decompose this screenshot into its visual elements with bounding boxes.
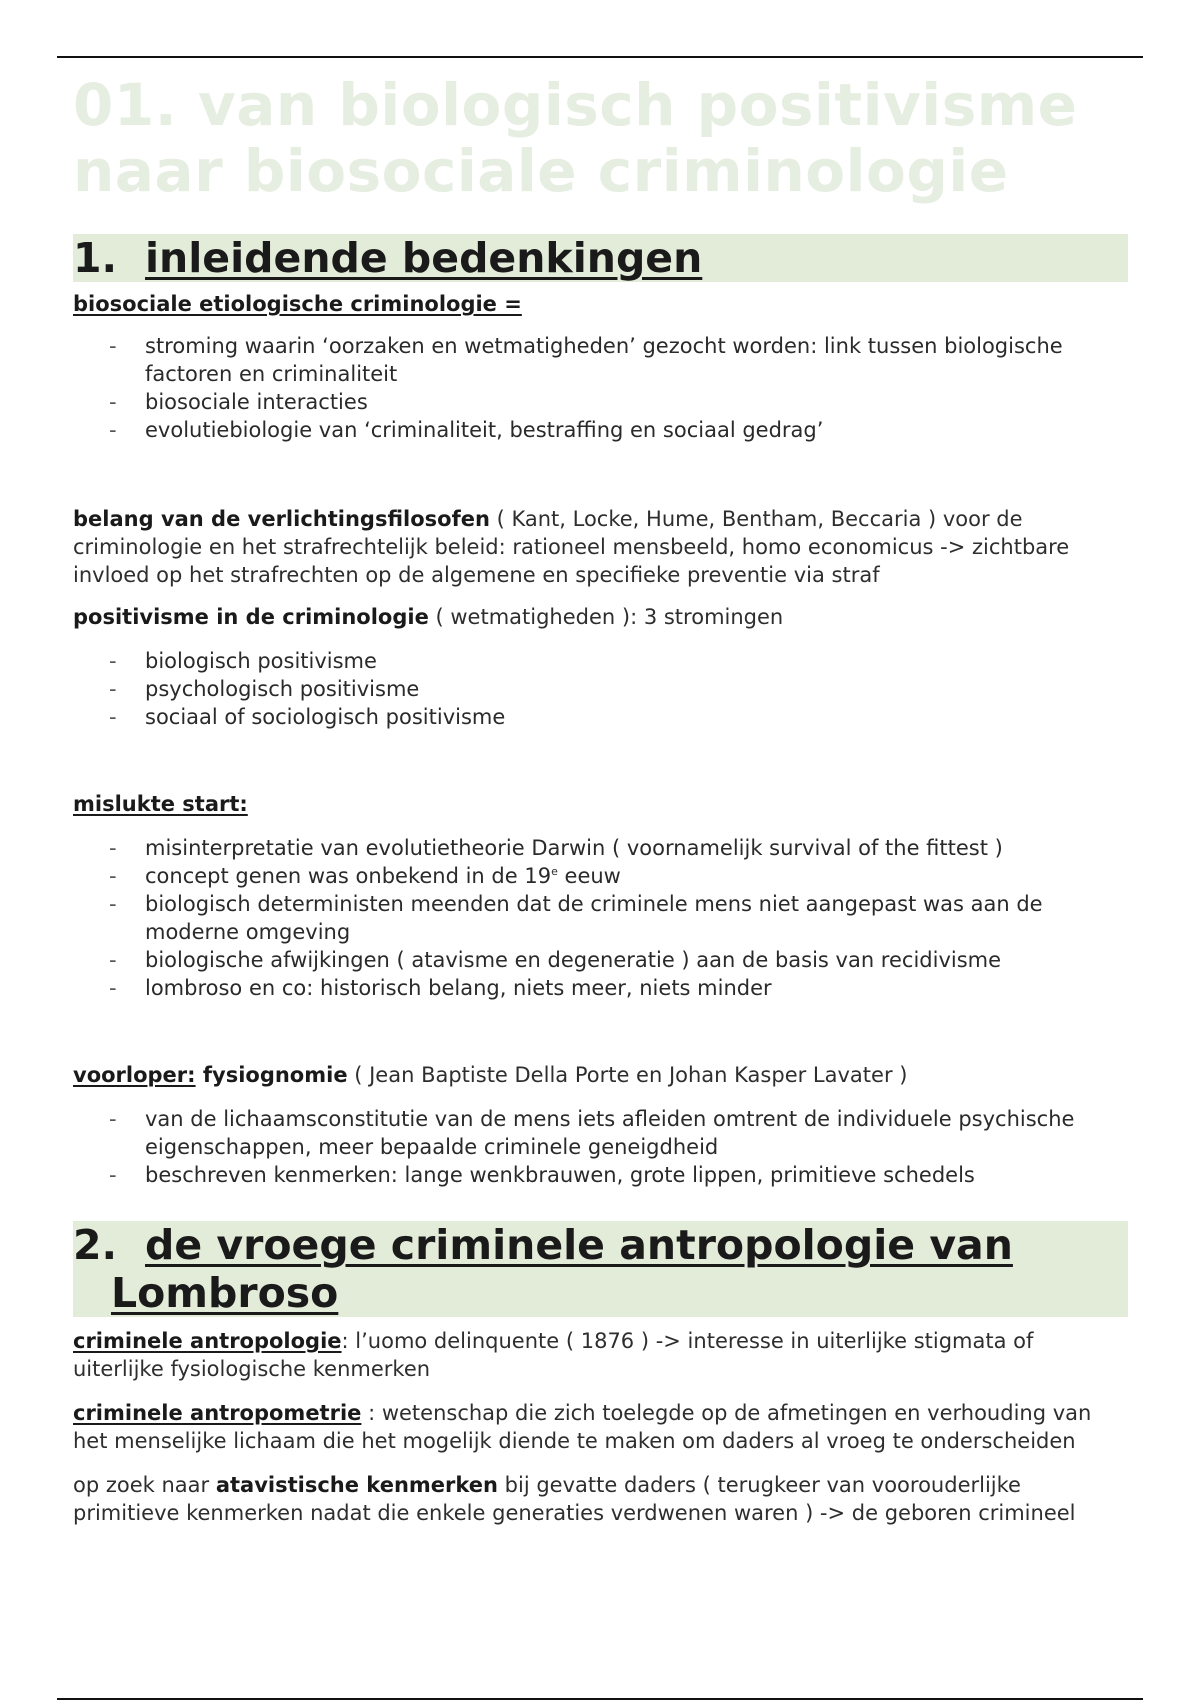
list-item: - biologische afwijkingen ( atavisme en degeneratie ) aan de basis van recidivisme	[73, 946, 1128, 974]
antropometrie-term: criminele antropometrie	[73, 1401, 362, 1425]
voorloper-label: voorloper:	[73, 1063, 196, 1087]
voorloper-list	[73, 1105, 1128, 1189]
mislukte-list	[73, 834, 1128, 1002]
section-2-heading-line1	[73, 1221, 1128, 1269]
list-item: - beschreven kenmerken: lange wenkbrauwen, grote lippen, primitieve schedels	[73, 1161, 1128, 1189]
antropometrie-paragraph	[73, 1399, 1128, 1455]
page-content	[73, 72, 1128, 1527]
document-title-line1: 01. van biologisch positivisme	[73, 71, 1078, 139]
voorloper-text: ( Jean Baptiste Della Porte en Johan Kasper Lavater )	[347, 1063, 908, 1087]
superscript: e	[551, 865, 558, 878]
positivisme-list	[73, 647, 1128, 731]
voorloper-term: fysiognomie	[195, 1063, 348, 1087]
verlichting-term: belang van de verlichtingsfilosofen	[73, 507, 490, 531]
section-1-title: inleidende bedenkingen	[145, 234, 703, 282]
section-1-number: 1.	[73, 234, 118, 282]
section-2-title-line1: de vroege criminele antropologie van	[145, 1221, 1013, 1269]
atavistische-paragraph	[73, 1471, 1128, 1527]
list-item: - stroming waarin ‘oorzaken en wetmatigheden’ gezocht worden: link tussen biologische factoren en criminaliteit	[73, 332, 1128, 388]
list-item: - biologisch positivisme	[73, 647, 1128, 675]
list-item: - sociaal of sociologisch positivisme	[73, 703, 1128, 731]
section-2-title-line2: Lombroso	[111, 1269, 339, 1317]
list-item-tail: eeuw	[557, 864, 621, 888]
list-item: - van de lichaamsconstitutie van de mens iets afleiden omtrent de individuele psychische eigenschappen, meer bepaalde criminele geneigdheid	[73, 1105, 1128, 1161]
list-item: - biologisch deterministen meenden dat de criminele mens niet aangepast was aan de moderne omgeving	[73, 890, 1128, 946]
definition-list	[73, 332, 1128, 444]
voorloper-paragraph	[73, 1061, 1128, 1089]
antropologie-paragraph	[73, 1327, 1128, 1383]
list-item: - misinterpretatie van evolutietheorie Darwin ( voornamelijk survival of the fittest )	[73, 834, 1128, 862]
list-item: - evolutiebiologie van ‘criminaliteit, bestraffing en sociaal gedrag’	[73, 416, 1128, 444]
positivisme-term: positivisme in de criminologie	[73, 605, 429, 629]
section-1-heading	[73, 234, 1128, 282]
document-title-line2: naar biosociale criminologie	[73, 137, 1009, 205]
list-item: - psychologisch positivisme	[73, 675, 1128, 703]
atavistische-text: bij gevatte daders ( terugkeer van voorouderlijke primitieve kenmerken nadat die enkele generaties verdwenen waren ) -> de geboren crimineel	[73, 1473, 1076, 1525]
list-item: - biosociale interacties	[73, 388, 1128, 416]
antropometrie-text: : wetenschap die zich toelegde op de afmetingen en verhouding van het menselijke lichaam die het mogelijk diende te maken om daders al vroeg te onderscheiden	[73, 1401, 1092, 1453]
antropologie-term: criminele antropologie	[73, 1329, 342, 1353]
list-item-text: concept genen was onbekend in de 19	[145, 864, 552, 888]
definition-heading	[73, 290, 1128, 318]
section-2-number: 2.	[73, 1221, 118, 1269]
verlichting-paragraph	[73, 505, 1128, 589]
atavistische-term: atavistische kenmerken	[215, 1473, 498, 1497]
definition-heading-text: biosociale etiologische criminologie =	[73, 292, 522, 316]
verlichting-text: ( Kant, Locke, Hume, Bentham, Beccaria ) voor de criminologie en het strafrechtelijk beleid: rationeel mensbeeld, homo economicus -> zichtbare invloed op het strafrechten op de algemene en specifieke preventie via straf	[73, 507, 1070, 587]
top-rule	[57, 56, 1143, 58]
antropologie-text: : l’uomo delinquente ( 1876 ) -> interesse in uiterlijke stigmata of uiterlijke fysiologische kenmerken	[73, 1329, 1034, 1381]
positivisme-paragraph	[73, 603, 1128, 631]
section-2-heading-line2	[73, 1269, 1128, 1317]
atavistische-prefix: op zoek naar	[73, 1473, 216, 1497]
list-item: - lombroso en co: historisch belang, niets meer, niets minder	[73, 974, 1128, 1002]
positivisme-text: ( wetmatigheden ): 3 stromingen	[428, 605, 784, 629]
document-title	[73, 72, 1128, 204]
mislukte-heading-text: mislukte start:	[73, 792, 248, 816]
section-2-heading	[73, 1221, 1128, 1317]
list-item	[73, 862, 1128, 890]
mislukte-heading	[73, 790, 1128, 818]
